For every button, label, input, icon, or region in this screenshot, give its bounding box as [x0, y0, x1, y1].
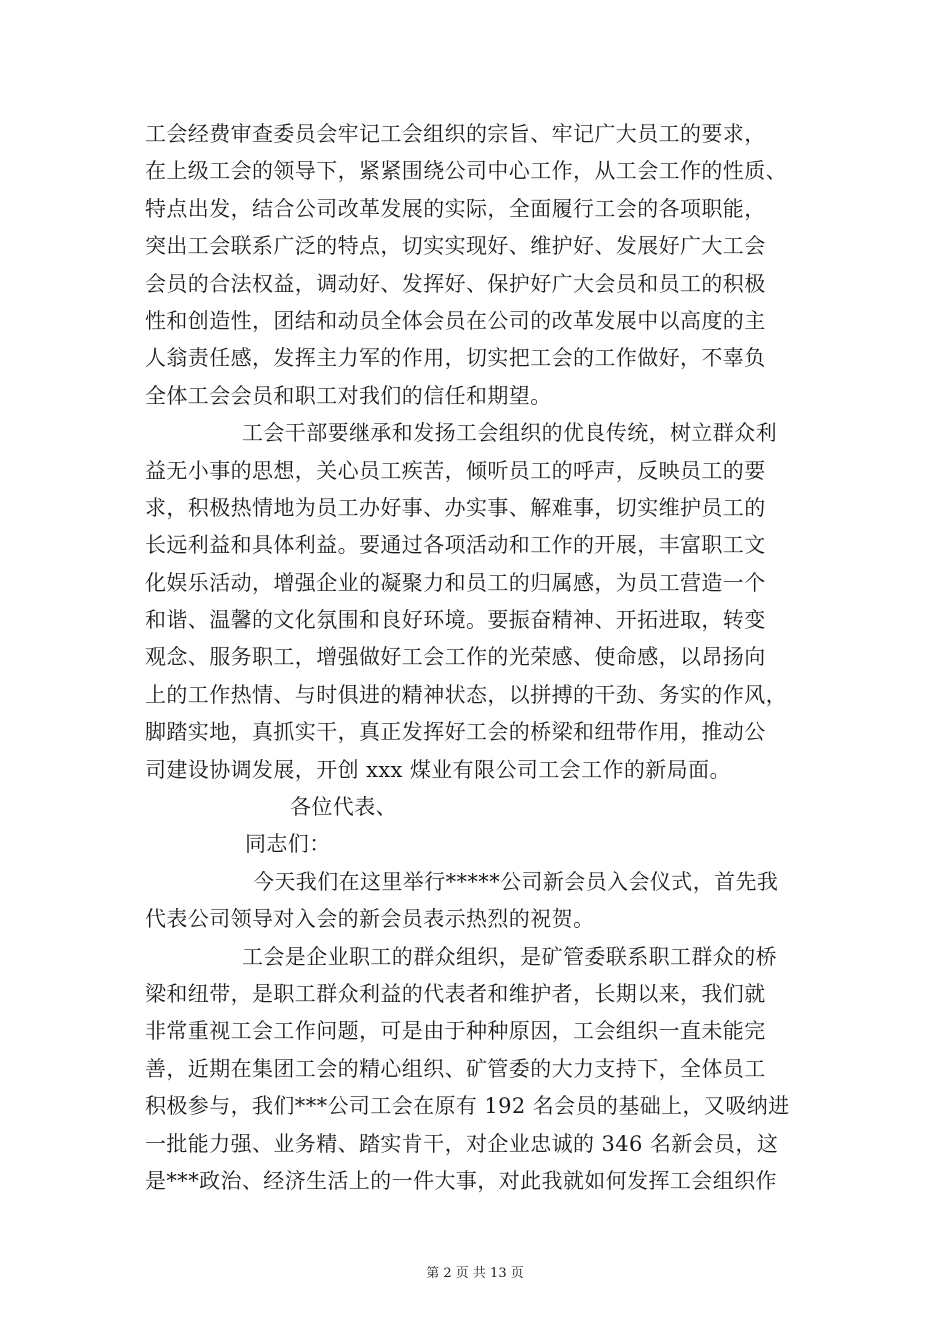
- text-line: 益无小事的思想，关心员工疾苦，倾听员工的呼声，反映员工的要: [145, 458, 766, 483]
- text-line: 代表公司领导对入会的新会员表示热烈的祝贺。: [145, 907, 595, 932]
- page-number-footer: 第 2 页 共 13 页: [426, 1266, 524, 1281]
- text-line: 观念、服务职工，增强做好工会工作的光荣感、使命感，以昂扬向: [145, 645, 766, 670]
- text-line: 性和创造性，团结和动员全体会员在公司的改革发展中以高度的主: [145, 308, 766, 333]
- text-line: 一批能力强、业务精、踏实肯干，对企业忠诚的 346 名新会员，这: [145, 1131, 779, 1156]
- text-line: 上的工作热情、与时俱进的精神状态，以拼搏的干劲、务实的作风，: [145, 682, 787, 707]
- text-line: 突出工会联系广泛的特点，切实实现好、维护好、发展好广大工会: [145, 234, 766, 259]
- text-line: 全体工会会员和职工对我们的信任和期望。: [145, 383, 552, 408]
- document-body: [145, 116, 810, 1200]
- text-line: 和谐、温馨的文化氛围和良好环境。要振奋精神、开拓进取，转变: [145, 608, 766, 633]
- text-line: 脚踏实地，真抓实干，真正发挥好工会的桥梁和纽带作用，推动公: [145, 720, 766, 745]
- text-line: 人翁责任感，发挥主力军的作用，切实把工会的工作做好，不辜负: [145, 346, 766, 371]
- text-line: 梁和纽带，是职工群众利益的代表者和维护者，长期以来，我们就: [145, 981, 766, 1006]
- text-line: 在上级工会的领导下，紧紧围绕公司中心工作，从工会工作的性质、: [145, 159, 787, 184]
- text-line: 非常重视工会工作问题，可是由于种种原因，工会组织一直未能完: [145, 1019, 766, 1044]
- salutation-line: 各位代表、: [290, 795, 397, 820]
- text-line: 特点出发，结合公司改革发展的实际，全面履行工会的各项职能，: [145, 196, 766, 221]
- paragraph-start-line: 今天我们在这里举行*****公司新会员入会仪式，首先我: [253, 869, 779, 894]
- text-line: 善，近期在集团工会的精心组织、矿管委的大力支持下，全体员工: [145, 1056, 766, 1081]
- text-line: 长远利益和具体利益。要通过各项活动和工作的开展，丰富职工文: [145, 533, 766, 558]
- text-line: 化娱乐活动，增强企业的凝聚力和员工的归属感，为员工营造一个: [145, 570, 766, 595]
- text-line: 会员的合法权益，调动好、发挥好、保护好广大会员和员工的积极: [145, 271, 766, 296]
- text-line: 求，积极热情地为员工办好事、办实事、解难事，切实维护员工的: [145, 495, 766, 520]
- text-line: 司建设协调发展，开创 xxx 煤业有限公司工会工作的新局面。: [145, 757, 731, 782]
- text-line: 积极参与，我们***公司工会在原有 192 名会员的基础上，又吸纳进: [145, 1094, 790, 1119]
- text-line: 是***政治、经济生活上的一件大事，对此我就如何发挥工会组织作: [145, 1168, 777, 1193]
- paragraph-start-line: 工会是企业职工的群众组织，是矿管委联系职工群众的桥: [242, 944, 777, 969]
- text-line: 工会经费审查委员会牢记工会组织的宗旨、牢记广大员工的要求，: [145, 122, 766, 146]
- salutation-line: 同志们：: [245, 832, 331, 857]
- paragraph-start-line: 工会干部要继承和发扬工会组织的优良传统，树立群众利: [242, 421, 777, 446]
